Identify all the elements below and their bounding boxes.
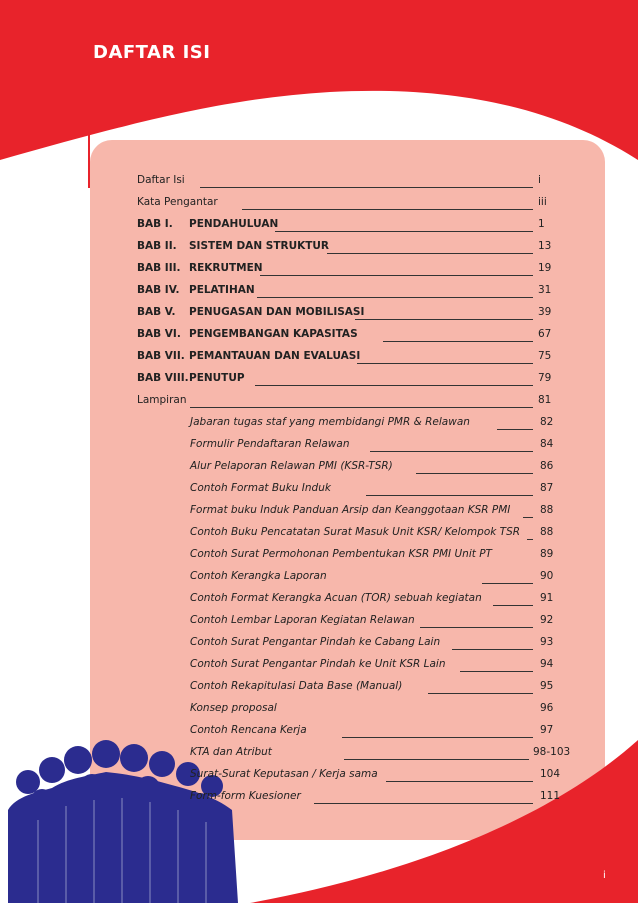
toc-entry-page: i	[538, 174, 541, 186]
appendix-row[interactable]	[190, 658, 570, 676]
appendix-entry-page: 95	[540, 680, 554, 692]
leader-line	[275, 231, 533, 232]
toc-row[interactable]	[137, 328, 567, 346]
appendix-row[interactable]	[190, 702, 570, 720]
appendix-entry-page: 91	[540, 592, 554, 604]
appendix-entry-title: Contoh Surat Permohonan Pembentukan KSR PMI Unit PT	[190, 548, 492, 560]
appendix-entry-title: Form-form Kuesioner	[190, 790, 301, 802]
appendix-row[interactable]	[190, 482, 570, 500]
leader-line	[257, 297, 533, 298]
leader-line	[523, 517, 533, 518]
appendix-row[interactable]	[190, 680, 570, 698]
toc-entry-title: Lampiran	[137, 394, 187, 406]
toc-entry-title: PELATIHAN	[189, 284, 255, 296]
toc-entry-page: 75	[538, 350, 552, 362]
toc-chapter-number: BAB VI.	[137, 328, 181, 340]
leader-line	[420, 627, 533, 628]
appendix-entry-title: Contoh Rencana Kerja	[190, 724, 307, 736]
appendix-entry-title: Jabaran tugas staf yang membidangi PMR & Relawan	[190, 416, 470, 428]
appendix-entry-page: 97	[540, 724, 554, 736]
leader-line	[255, 385, 533, 386]
toc-row[interactable]	[137, 372, 567, 390]
leader-line	[200, 187, 533, 188]
leader-line	[460, 671, 533, 672]
toc-row[interactable]	[137, 174, 567, 192]
appendix-entry-page: 94	[540, 658, 554, 670]
toc-entry-title: PENUGASAN DAN MOBILISASI	[189, 306, 365, 318]
appendix-row[interactable]	[190, 614, 570, 632]
leader-line	[260, 275, 533, 276]
leader-line	[428, 693, 533, 694]
appendix-entry-page: 93	[540, 636, 554, 648]
toc-chapter-number: BAB III.	[137, 262, 181, 274]
appendix-entry-page: 96	[540, 702, 554, 714]
leader-line	[344, 759, 529, 760]
toc-chapter-number: BAB V.	[137, 306, 176, 318]
appendix-row[interactable]	[190, 504, 570, 522]
toc-entry-page: iii	[538, 196, 547, 208]
appendix-entry-title: Format buku Induk Panduan Arsip dan Keanggotaan KSR PMI	[190, 504, 511, 516]
toc-row[interactable]	[137, 240, 567, 258]
appendix-row[interactable]	[190, 724, 570, 742]
toc-chapter-number: BAB II.	[137, 240, 177, 252]
appendix-entry-title: Contoh Buku Pencatatan Surat Masuk Unit KSR/ Kelompok TSR	[190, 526, 521, 538]
appendix-entry-title: Surat-Surat Keputasan / Kerja sama	[190, 768, 378, 780]
toc-entry-page: 1	[538, 218, 545, 230]
toc-entry-title: PENGEMBANGAN KAPASITAS	[189, 328, 358, 340]
appendix-entry-title: Contoh Surat Pengantar Pindah ke Unit KSR Lain	[190, 658, 446, 670]
leader-line	[452, 649, 533, 650]
toc-row[interactable]	[137, 196, 567, 214]
toc-entry-title: PEMANTAUAN DAN EVALUASI	[189, 350, 361, 362]
toc-entry-title: PENDAHULUAN	[189, 218, 279, 230]
appendix-entry-page: 88	[540, 504, 554, 516]
leader-line	[493, 605, 533, 606]
toc-entry-page: 39	[538, 306, 552, 318]
leader-line	[482, 583, 533, 584]
toc-row[interactable]	[137, 218, 567, 236]
appendix-entry-title: Contoh Format Kerangka Acuan (TOR) sebuah kegiatan	[190, 592, 482, 604]
appendix-entry-title: Formulir Pendaftaran Relawan	[190, 438, 350, 450]
leader-line	[370, 451, 533, 452]
toc-chapter-number: BAB I.	[137, 218, 173, 230]
title-rule-horizontal	[60, 28, 273, 30]
leader-line	[314, 803, 533, 804]
appendix-entry-page: 88	[540, 526, 554, 538]
leader-line	[242, 209, 533, 210]
toc-entry-title: Kata Pengantar	[137, 196, 218, 208]
appendix-entry-page: 111	[540, 790, 561, 802]
leader-line	[497, 429, 533, 430]
leader-line	[527, 539, 533, 540]
leader-line	[416, 473, 533, 474]
toc-row[interactable]	[137, 350, 567, 368]
appendix-entry-page: 104	[540, 768, 561, 780]
toc-chapter-number: BAB IV.	[137, 284, 180, 296]
toc-entry-page: 13	[538, 240, 552, 252]
appendix-row[interactable]	[190, 592, 570, 610]
appendix-entry-title: Contoh Lembar Laporan Kegiatan Relawan	[190, 614, 415, 626]
toc-entry-page: 67	[538, 328, 552, 340]
appendix-row[interactable]	[190, 548, 570, 566]
leader-line	[355, 319, 533, 320]
appendix-entry-page: 87	[540, 482, 554, 494]
toc-row[interactable]	[137, 394, 567, 412]
appendix-entry-page: 92	[540, 614, 554, 626]
toc-row[interactable]	[137, 262, 567, 280]
appendix-entry-title: Alur Pelaporan Relawan PMI (KSR-TSR)	[190, 460, 393, 472]
toc-entry-page: 79	[538, 372, 552, 384]
toc-chapter-number: BAB VII.	[137, 350, 185, 362]
appendix-entry-title: KTA dan Atribut	[190, 746, 272, 758]
appendix-entry-title: Contoh Surat Pengantar Pindah ke Cabang Lain	[190, 636, 441, 648]
appendix-row[interactable]	[190, 790, 570, 808]
toc-entry-title: SISTEM DAN STRUKTUR	[189, 240, 330, 252]
leader-line	[342, 737, 533, 738]
page-title: DAFTAR ISI	[93, 42, 211, 63]
appendix-row[interactable]	[190, 746, 570, 764]
toc-entry-page: 31	[538, 284, 552, 296]
appendix-entry-title: Contoh Kerangka Laporan	[190, 570, 327, 582]
appendix-entry-page: 82	[540, 416, 554, 428]
toc-entry-title: REKRUTMEN	[189, 262, 263, 274]
leader-line	[327, 253, 533, 254]
toc-chapter-number: BAB VIII.	[137, 372, 189, 384]
toc-entry-title: Daftar Isi	[137, 174, 185, 186]
toc-entry-title: PENUTUP	[189, 372, 245, 384]
appendix-entry-page: 90	[540, 570, 554, 582]
appendix-entry-title: Contoh Rekapitulasi Data Base (Manual)	[190, 680, 403, 692]
appendix-row[interactable]	[190, 636, 570, 654]
appendix-entry-page: 84	[540, 438, 554, 450]
appendix-entry-title: Konsep proposal	[190, 702, 277, 714]
leader-line	[383, 341, 533, 342]
page-number: i	[603, 870, 606, 881]
appendix-entry-page: 86	[540, 460, 554, 472]
appendix-row[interactable]	[190, 570, 570, 588]
leader-line	[386, 781, 533, 782]
toc-row[interactable]	[137, 284, 567, 302]
appendix-entry-page: 98-103	[533, 746, 571, 758]
appendix-row[interactable]	[190, 460, 570, 478]
toc-entry-page: 81	[538, 394, 552, 406]
appendix-row[interactable]	[190, 526, 570, 544]
toc-entry-page: 19	[538, 262, 552, 274]
appendix-entry-page: 89	[540, 548, 554, 560]
appendix-row[interactable]	[190, 768, 570, 786]
appendix-entry-title: Contoh Format Buku Induk	[190, 482, 331, 494]
appendix-row[interactable]	[190, 416, 570, 434]
leader-line	[366, 495, 533, 496]
toc-row[interactable]	[137, 306, 567, 324]
leader-line	[357, 363, 533, 364]
appendix-row[interactable]	[190, 438, 570, 456]
leader-line	[190, 407, 533, 408]
